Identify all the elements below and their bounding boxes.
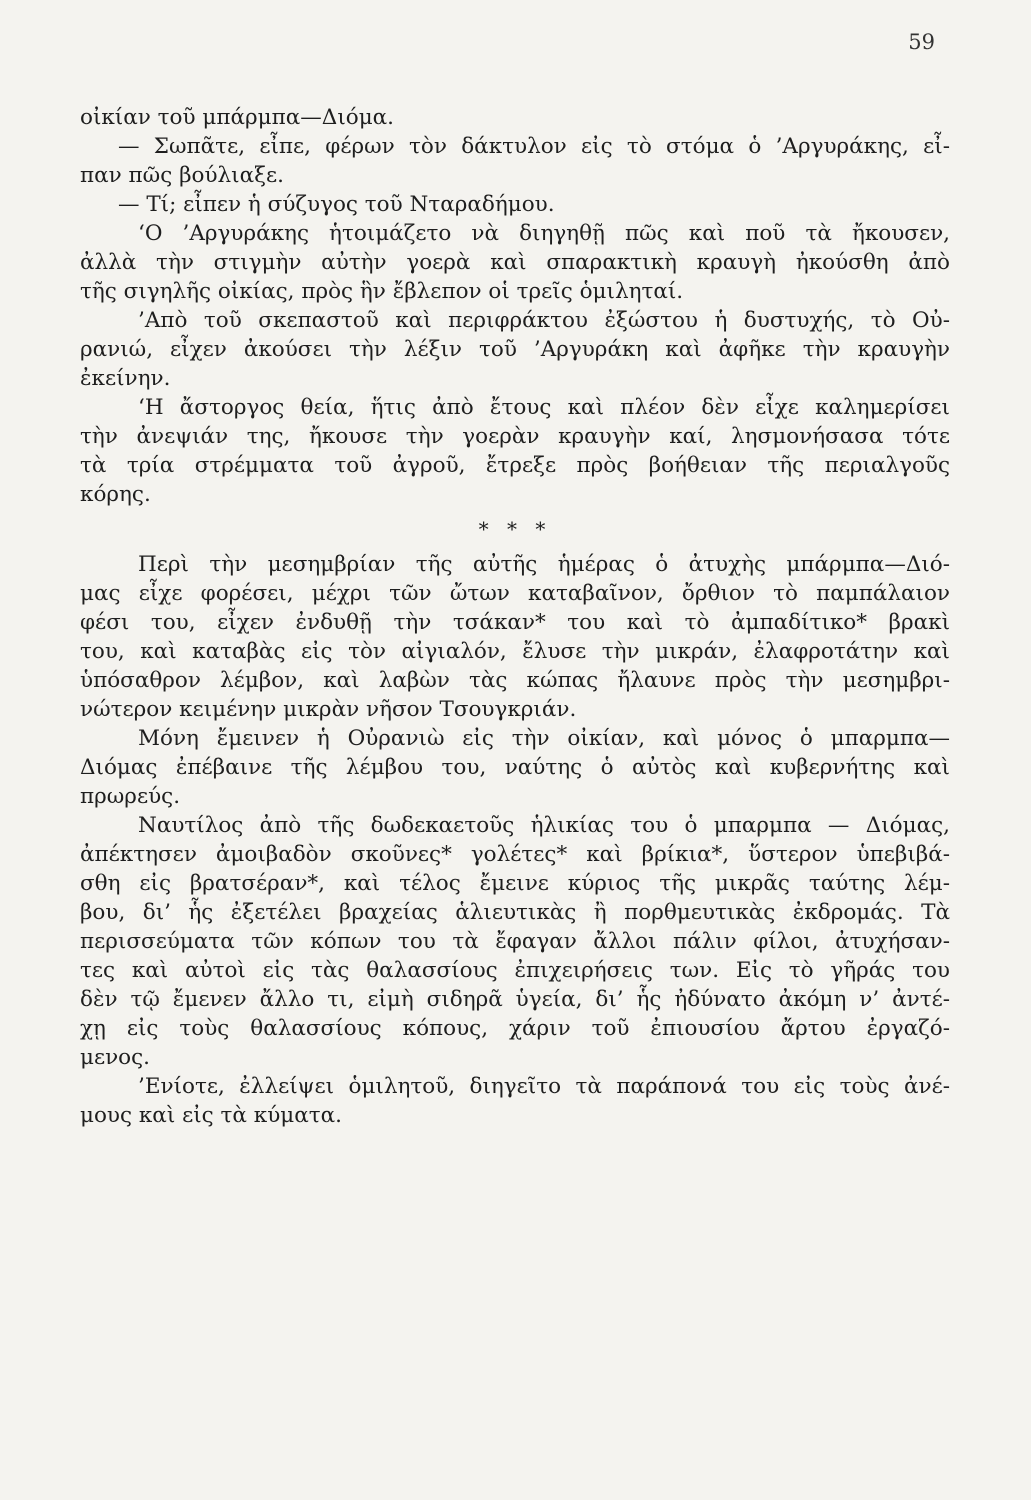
text-line: φέσι του, εἶχεν ἐνδυθῇ τὴν τσάκαν* του καὶ τὸ ἀμπαδίτικο* βρακὶ bbox=[80, 610, 950, 635]
text-line: περισσεύματα τῶν κόπων του τὰ ἔφαγαν ἄλλοι πάλιν φίλοι, ἀτυχήσαν- bbox=[80, 929, 950, 954]
text-line: ἀλλὰ τὴν στιγμὴν αὐτὴν γοερὰ καὶ σπαρακτικὴ κραυγὴ ἠκούσθη ἀπὸ bbox=[80, 250, 950, 275]
text-line: ’Απὸ τοῦ σκεπαστοῦ καὶ περιφράκτου ἐξώστου ἡ δυστυχής, τὸ Οὐ- bbox=[138, 308, 950, 333]
text-line: ἀπέκτησεν ἀμοιβαδὸν σκοῦνες* γολέτες* καὶ βρίκια*, ὕστερον ὑπεβιβά- bbox=[80, 842, 950, 867]
text-line: χῃ εἰς τοὺς θαλασσίους κόπους, χάριν τοῦ ἐπιουσίου ἄρτου ἐργαζό- bbox=[80, 1016, 950, 1041]
text-line: τες καὶ αὐτοὶ εἰς τὰς θαλασσίους ἐπιχειρήσεις των. Εἰς τὸ γῆράς του bbox=[80, 958, 950, 983]
text-line: βου, δι’ ἧς ἐξετέλει βραχείας ἁλιευτικὰς ἢ πορθμευτικὰς ἐκδρομάς. Τὰ bbox=[80, 900, 950, 925]
text-line: Μόνη ἔμεινεν ἡ Οὐρανιὼ εἰς τὴν οἰκίαν, καὶ μόνος ὁ μπαρμπα— bbox=[138, 726, 950, 751]
text-line: Ναυτίλος ἀπὸ τῆς δωδεκαετοῦς ἡλικίας του ὁ μπαρμπα — Διόμας, bbox=[138, 813, 950, 838]
text-line: δὲν τῷ ἔμενεν ἄλλο τι, εἰμὴ σιδηρᾶ ὑγεία, δι’ ἧς ἠδύνατο ἀκόμη ν’ ἀντέ- bbox=[80, 987, 950, 1012]
text-line: ’Ενίοτε, ἐλλείψει ὁμιλητοῦ, διηγεῖτο τὰ παράπονά του εἰς τοὺς ἀνέ- bbox=[138, 1074, 950, 1099]
text-line: κόρης. bbox=[80, 482, 151, 507]
text-line: του, καὶ καταβὰς εἰς τὸν αἰγιαλόν, ἔλυσε τὴν μικράν, ἐλαφροτάτην καὶ bbox=[80, 639, 950, 664]
text-line: ὑπόσαθρον λέμβον, καὶ λαβὼν τὰς κώπας ἤλαυνε πρὸς τὴν μεσημβρι- bbox=[80, 668, 950, 693]
text-line: πρωρεύς. bbox=[80, 784, 181, 809]
text-line: ‘Η ἄστοργος θεία, ἥτις ἀπὸ ἔτους καὶ πλέον δὲν εἶχε καλημερίσει bbox=[138, 395, 950, 420]
text-line: Περὶ τὴν μεσημβρίαν τῆς αὐτῆς ἡμέρας ὁ ἀτυχὴς μπάρμπα—Διό- bbox=[138, 552, 950, 577]
section-separator: * * * bbox=[478, 517, 552, 541]
text-line: μας εἶχε φορέσει, μέχρι τῶν ὤτων καταβαῖνον, ὄρθιον τὸ παμπάλαιον bbox=[80, 581, 950, 606]
text-line: παν πῶς βούλιαξε. bbox=[80, 163, 284, 188]
text-line: οἰκίαν τοῦ μπάρμπα—Διόμα. bbox=[80, 105, 395, 130]
text-line: νώτερον κειμένην μικρὰν νῆσον Τσουγκριάν. bbox=[80, 697, 577, 722]
text-line: μους καὶ εἰς τὰ κύματα. bbox=[80, 1103, 343, 1128]
text-line: μενος. bbox=[80, 1045, 151, 1070]
text-line: σθη εἰς βρατσέραν*, καὶ τέλος ἔμεινε κύριος τῆς μικρᾶς ταύτης λέμ- bbox=[80, 871, 950, 896]
text-line: — Τί; εἶπεν ἡ σύζυγος τοῦ Νταραδήμου. bbox=[118, 192, 555, 217]
text-line: τῆς σιγηλῆς οἰκίας, πρὸς ἣν ἔβλεπον οἱ τρεῖς ὁμιληταί. bbox=[80, 279, 684, 304]
text-line: Διόμας ἐπέβαινε τῆς λέμβου του, ναύτης ὁ αὐτὸς καὶ κυβερνήτης καὶ bbox=[80, 755, 950, 780]
text-line: ‘Ο ’Αργυράκης ἡτοιμάζετο νὰ διηγηθῇ πῶς καὶ ποῦ τὰ ἤκουσεν, bbox=[138, 221, 950, 246]
body-text bbox=[80, 103, 950, 1130]
text-line: — Σωπᾶτε, εἶπε, φέρων τὸν δάκτυλον εἰς τὸ στόμα ὁ ’Αργυράκης, εἶ- bbox=[118, 134, 950, 159]
page-number: 59 bbox=[908, 30, 935, 54]
text-line: ρανιώ, εἶχεν ἀκούσει τὴν λέξιν τοῦ ’Αργυράκη καὶ ἀφῆκε τὴν κραυγὴν bbox=[80, 337, 950, 362]
text-line: τὴν ἀνεψιάν της, ἤκουσε τὴν γοερὰν κραυγὴν καί, λησμονήσασα τότε bbox=[80, 424, 950, 449]
text-line: τὰ τρία στρέμματα τοῦ ἀγροῦ, ἔτρεξε πρὸς βοήθειαν τῆς περιαλγοῦς bbox=[80, 453, 950, 478]
text-line: ἐκείνην. bbox=[80, 366, 171, 391]
